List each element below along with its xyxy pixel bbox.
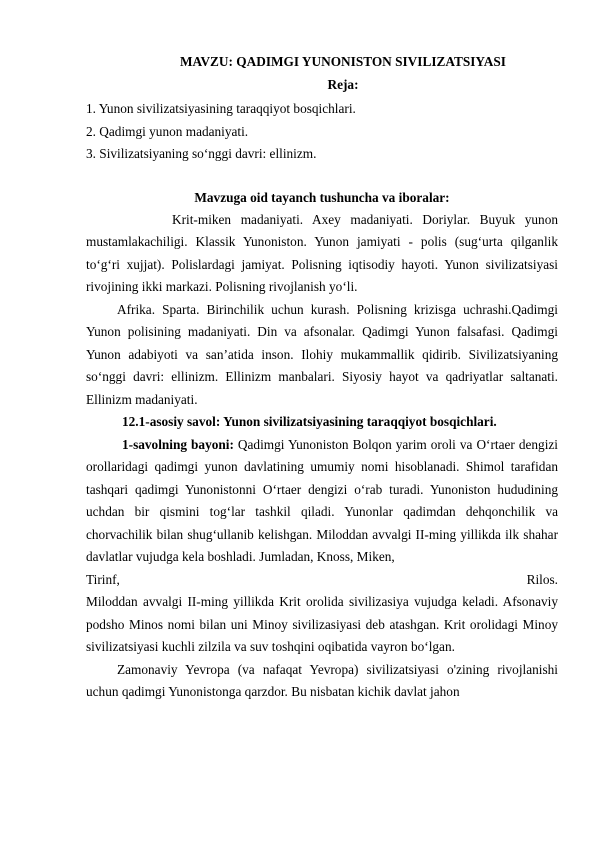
answer-paragraph-3: Zamonaviy Yevropa (va nafaqat Yevropa) sivilizatsiyasi o'zining rivojlanishi uchun qadimgi Yunonistonga qarzdor. Bu nisbatan kichik davlat jahon xyxy=(86,661,558,699)
answer-paragraph-1 xyxy=(86,434,558,569)
answer-split-right: Rilos. xyxy=(526,571,558,587)
question-heading: 12.1-asosiy savol: Yunon sivilizatsiyasining taraqqiyot bosqichlari. xyxy=(122,414,497,429)
plan-item: 2. Qadimgi yunon madaniyati. xyxy=(86,123,249,139)
plan-item: 3. Sivilizatsiyaning so‘nggi davri: ellinizm. xyxy=(86,146,317,161)
terms-heading: Mavzuga oid tayanch tushuncha va iboralar: xyxy=(194,189,450,205)
document-body xyxy=(86,52,558,704)
answer-label: 1-savolning bayoni: xyxy=(122,436,234,452)
spacer xyxy=(86,166,558,187)
terms-paragraph-2: Afrika. Sparta. Birinchilik uchun kurash. Polisning krizisga uchrashi.Qadimgi Yunon polisining madaniyati. Din va afsonalar. Qadimgi Yunon falsafasi. Qadimgi Yunon adabiyoti va san’atida inson. Ilohiy mukammallik qidirib. Sivilizatsiyaning so‘nggi davri: ellinizm. Ellinizm manbalari. Siyosiy hayot va qadriyatlar saltanati. Ellinizm madaniyati. xyxy=(86,301,558,407)
answer-split-line xyxy=(86,569,558,592)
page-title: MAVZU: QADIMGI YUNONISTON SIVILIZATSIYASI xyxy=(180,54,506,69)
plan-item: 1. Yunon sivilizatsiyasining taraqqiyot bosqichlari. xyxy=(86,101,356,116)
answer-text: Qadimgi Yunoniston Bolqon yarim oroli va O‘rtaer dengizi orollaridagi qadimgi yunon davlatining umumiy nomi hisoblanadi. Shimol tarafidan tashqari qadimgi Yunonistonni O‘rtaer dengizi o‘rab turadi. Yunoniston hududining uchdan bir qismini tog‘lar tashkil qiladi. Yunonlar qadimdan dehqonchilik va chorvachilik bilan shug‘ullanib kelishgan. Miloddan avvalgi II-ming yillikda ilk shahar davlatlar vujudga kela boshladi. Jumladan, Knoss, Miken, xyxy=(86,436,558,564)
terms-paragraph-1: Krit-miken madaniyati. Axey madaniyati. Doriylar. Buyuk yunon mustamlakachiligi. Klassik Yunoniston. Yunon jamiyati - polis (sug‘urta qilganlik to‘g‘ri xujjat). Polislardagi jamiyat. Polisning iqtisodiy hayoti. Yunon sivilizatsiyasi rivojining ikki markazi. Polisning rivojlanish yo‘li. xyxy=(86,211,558,294)
plan-list xyxy=(86,98,558,166)
answer-paragraph-2: Miloddan avvalgi II-ming yillikda Krit orolida sivilizasiya vujudga keladi. Afsonaviy podsho Minos nomi bilan uni Minoy sivilizasiyasi deb atashgan. Krit orolidagi Minoy sivilizatsiyasi kuchli zilzila va suv toshqini oqibatida vayron bo‘lgan. xyxy=(86,594,558,654)
answer-split-left: Tirinf, xyxy=(86,571,120,587)
plan-heading: Reja: xyxy=(327,77,359,92)
